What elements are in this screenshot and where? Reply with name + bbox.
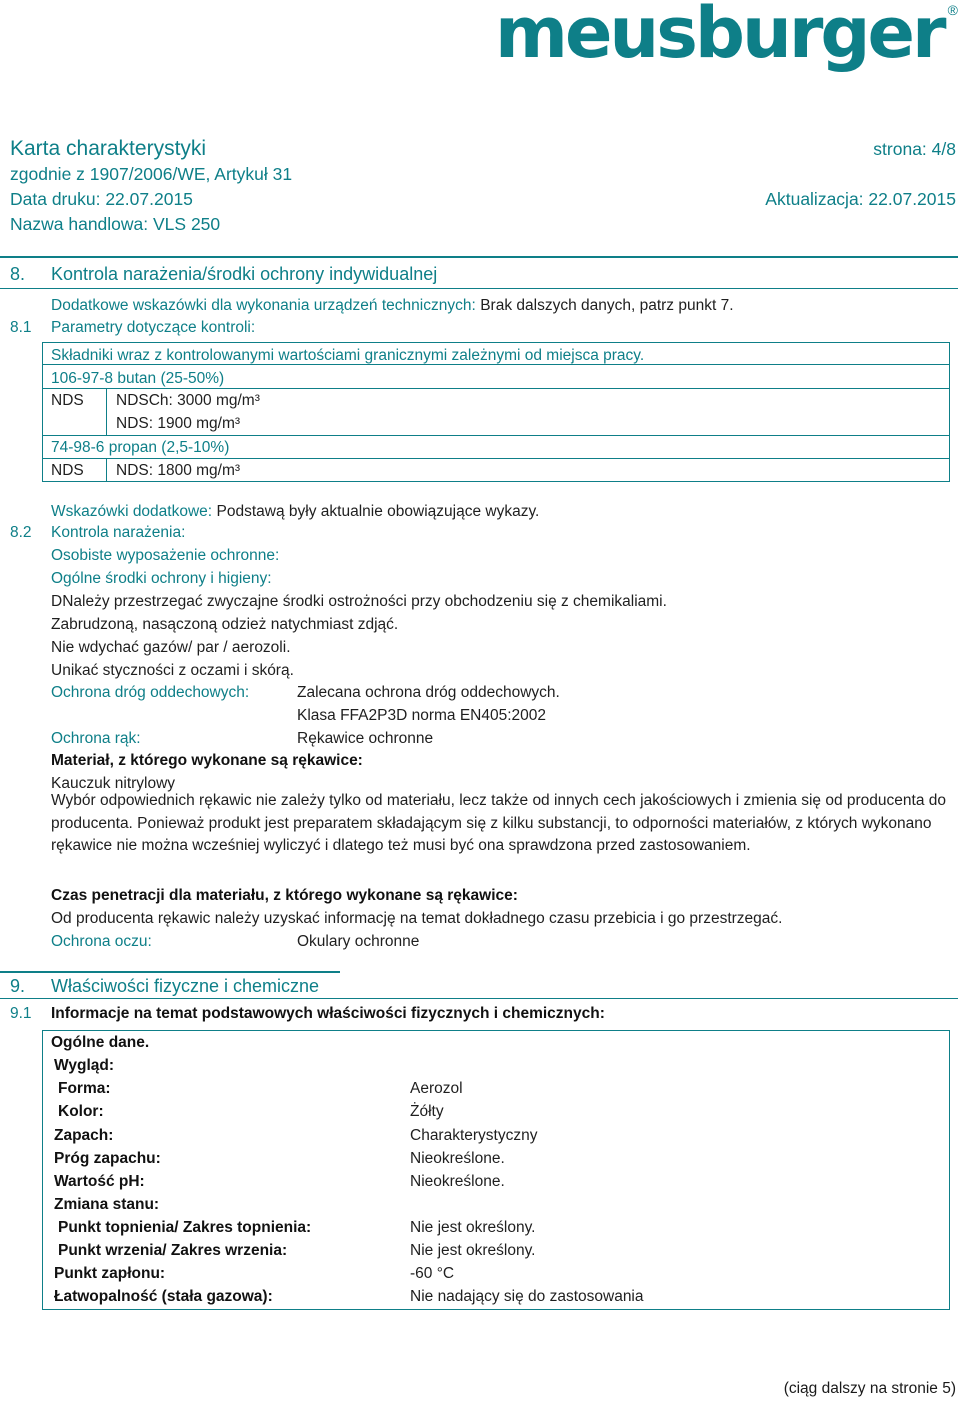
subsection-title: Informacje na temat podstawowych właściwości fizycznych i chemicznych: (51, 1005, 605, 1022)
trade-name: Nazwa handlowa: VLS 250 (10, 214, 221, 234)
logo-registered-mark: ® (947, 2, 958, 18)
section-title: Właściwości fizyczne i chemiczne (51, 976, 320, 996)
property-value: Aerozol (410, 1080, 463, 1097)
page-number: strona: 4/8 (873, 139, 956, 159)
hygiene-line: Zabrudzoną, nasączoną odzież natychmiast zdjąć. (51, 616, 399, 633)
respiratory-protection-value: Zalecana ochrona dróg oddechowych. (297, 684, 560, 701)
property-value: Charakterystyczny (410, 1127, 538, 1144)
properties-table (42, 1030, 950, 1310)
subsection-title: Parametry dotyczące kontroli: (51, 319, 256, 336)
component-limit-value: NDSCh: 3000 mg/m³ (116, 392, 260, 409)
penetration-time-value: Od producenta rękawic należy uzyskać informację na temat dokładnego czasu przebicia i go przestrzegać. (51, 910, 783, 927)
component-name: 74-98-6 propan (2,5-10%) (51, 439, 230, 456)
ppe-heading: Osobiste wyposażenie ochronne: (51, 547, 280, 564)
property-label: Punkt zapłonu: (54, 1265, 166, 1282)
additional-notes-label: Wskazówki dodatkowe: (51, 503, 213, 520)
property-value: Nieokreślone. (410, 1150, 505, 1167)
property-label: Forma: (58, 1080, 111, 1097)
components-heading: Składniki wraz z kontrolowanymi wartościami granicznymi zależnymi od miejsca pracy. (51, 347, 645, 364)
table-column-divider (106, 458, 107, 482)
document-title: Karta charakterystyki (10, 137, 207, 160)
property-value: Nie jest określony. (410, 1242, 536, 1259)
property-value: Nie nadający się do zastosowania (410, 1288, 644, 1305)
section-divider (0, 256, 958, 258)
section-number: 9. (10, 976, 26, 996)
extra-technical-label: Dodatkowe wskazówki dla wykonania urządzeń technicznych: (51, 297, 476, 314)
logo-wordmark: meusburger (495, 0, 944, 74)
respiratory-protection-label: Ochrona dróg oddechowych: (51, 684, 250, 701)
subsection-number: 8.2 (10, 524, 32, 541)
glove-selection-paragraph: Wybór odpowiednich rękawic nie zależy tylko od materiału, lecz także od innych cech jakościowych i zmienia się od producenta do producenta. Ponieważ produkt jest preparatem składającym się z kilku substancji, to odporności materiałów, z których wykonano rękawice nie można wcześniej wyliczyć i dlatego też musi być ona sprawdzona przed zastosowaniem. (51, 792, 947, 854)
property-label: Zapach: (54, 1127, 114, 1144)
extra-technical-notes (51, 297, 734, 315)
penetration-time-label: Czas penetracji dla materiału, z którego wykonane są rękawice: (51, 887, 518, 904)
component-limit-value: NDS: 1900 mg/m³ (116, 415, 241, 432)
section-title: Kontrola narażenia/środki ochrony indywidualnej (51, 264, 438, 284)
eye-protection-value: Okulary ochronne (297, 933, 420, 950)
regulation-reference: zgodnie z 1907/2006/WE, Artykuł 31 (10, 164, 293, 184)
table-divider (42, 435, 950, 436)
hygiene-line: Nie wdychać gazów/ par / aerozoli. (51, 639, 291, 656)
property-label: Wartość pH: (54, 1173, 145, 1190)
glove-material-value: Kauczuk nitrylowy (51, 775, 176, 792)
section-underline (0, 288, 958, 289)
table-divider (42, 364, 950, 365)
hand-protection-label: Ochrona rąk: (51, 730, 141, 747)
hygiene-line: Unikać styczności z oczami i skórą. (51, 662, 294, 679)
property-label: Łatwopalność (stała gazowa): (54, 1288, 273, 1305)
section-number: 8. (10, 264, 26, 284)
general-measures-heading: Ogólne środki ochrony i higieny: (51, 570, 272, 587)
property-label: Punkt wrzenia/ Zakres wrzenia: (58, 1242, 288, 1259)
print-date: Data druku: 22.07.2015 (10, 189, 193, 209)
property-value: Żółty (410, 1103, 444, 1120)
component-name: 106-97-8 butan (25-50%) (51, 370, 225, 387)
component-limit-value: NDS: 1800 mg/m³ (116, 462, 241, 479)
table-column-divider (106, 388, 107, 435)
component-limit-code: NDS (51, 392, 84, 409)
property-value: -60 °C (410, 1265, 455, 1282)
table-divider (42, 458, 950, 459)
component-limit-code: NDS (51, 462, 84, 479)
respiratory-protection-class: Klasa FFA2P3D norma EN405:2002 (297, 707, 546, 724)
glove-material-label: Materiał, z którego wykonane są rękawice: (51, 752, 363, 769)
continued-note: (ciąg dalszy na stronie 5) (783, 1380, 956, 1397)
subsection-title: Kontrola narażenia: (51, 524, 186, 541)
section-divider (0, 971, 340, 973)
property-label: Próg zapachu: (54, 1150, 161, 1167)
subsection-number: 8.1 (10, 319, 32, 336)
subsection-number: 9.1 (10, 1005, 32, 1022)
property-value: Nieokreślone. (410, 1173, 505, 1190)
additional-notes-value: Podstawą były aktualnie obowiązujące wykazy. (216, 503, 540, 520)
hand-protection-value: Rękawice ochronne (297, 730, 434, 747)
eye-protection-label: Ochrona oczu: (51, 933, 152, 950)
table-divider (42, 388, 950, 389)
section-underline (0, 998, 958, 999)
property-label: Punkt topnienia/ Zakres topnienia: (58, 1219, 312, 1236)
property-label: Zmiana stanu: (54, 1196, 160, 1213)
additional-notes (51, 503, 539, 521)
general-data-heading: Ogólne dane. (51, 1034, 150, 1051)
property-label: Kolor: (58, 1103, 104, 1120)
hygiene-line: DNależy przestrzegać zwyczajne środki ostrożności przy obchodzeniu się z chemikaliami. (51, 593, 667, 610)
property-value: Nie jest określony. (410, 1219, 536, 1236)
company-logo (495, 0, 960, 75)
update-date: Aktualizacja: 22.07.2015 (765, 189, 956, 209)
appearance-heading: Wygląd: (54, 1057, 114, 1074)
extra-technical-value: Brak dalszych danych, patrz punkt 7. (480, 297, 734, 314)
